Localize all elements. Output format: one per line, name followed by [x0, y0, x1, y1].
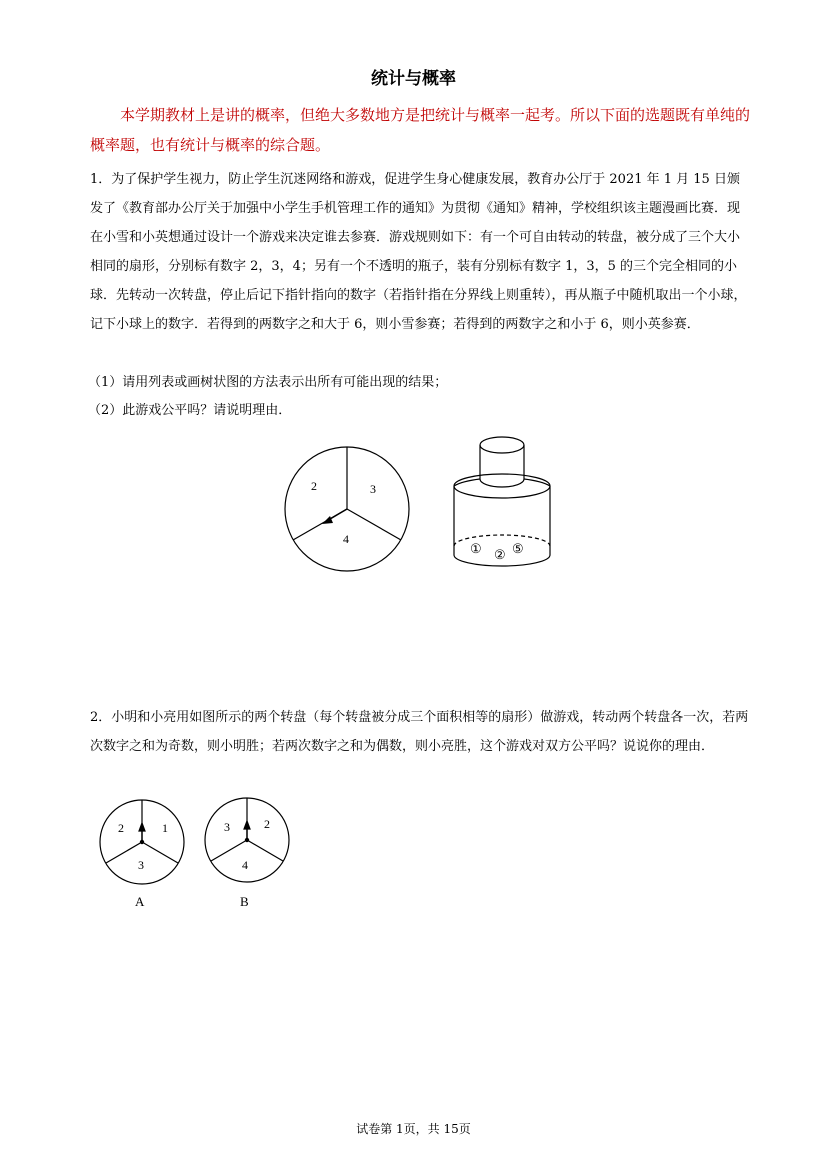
spinner-b-number-3: 3 — [224, 820, 230, 834]
spinner-a-number-2: 2 — [118, 821, 124, 835]
question-1-part-1: （1）请用列表或画树状图的方法表示出所有可能出现的结果； — [88, 375, 448, 390]
spinner-b-label: B — [240, 894, 249, 909]
spinner-number-2: 2 — [311, 479, 317, 493]
spinner-figure — [285, 447, 409, 571]
question-2-figure — [0, 796, 827, 916]
ball-5: ⑤ — [512, 541, 524, 556]
page-footer: 试卷第 1页，共 15页 — [356, 1122, 471, 1136]
ball-1: ① — [470, 541, 482, 556]
question-1-part-2: （2）此游戏公平吗？请说明理由． — [88, 403, 292, 418]
spinner-a-number-1: 1 — [162, 821, 168, 835]
spinner-b-number-4: 4 — [242, 858, 248, 872]
question-1-figure — [0, 436, 827, 576]
question-2-stem: 2．小明和小亮用如图所示的两个转盘（每个转盘被分成三个面积相等的扇形）做游戏，转动两个转盘各一次，若两次数字之和为奇数，则小明胜；若两次数字之和为偶数，则小亮胜，这个游戏对双方公平吗？说说你的理由． — [90, 710, 749, 754]
spinner-b-number-2: 2 — [264, 817, 270, 831]
spinner-a-number-3: 3 — [138, 858, 144, 872]
page-title: 统计与概率 — [371, 69, 456, 89]
question-1-stem: 1．为了保护学生视力，防止学生沉迷网络和游戏，促进学生身心健康发展，教育办公厅于 2021 年 1 月 15 日颁发了《教育部办公厅关于加强中小学生手机管理工作的通知》为贯彻《通知》精神，学校组织该主题漫画比赛．现在小雪和小英想通过设计一个游戏来决定谁去参赛．游戏规则如下：有一个可自由转动的转盘，被分成了三个大小相同的扇形，分别标有数字 2，3，4；另有一个不透明的瓶子，装有分别标有数字 1，3，5 的三个完全相同的小球．先转动一次转盘，停止后记下指针指向的数字（若指针指在分界线上则重转），再从瓶子中随机取出一个小球，记下小球上的数字．若得到的两数字之和大于 6，则小雪参赛；若得到的两数字之和小于 6，则小英参赛． — [90, 172, 747, 332]
spinner-a-label: A — [135, 894, 145, 909]
spinner-number-4: 4 — [343, 532, 349, 546]
ball-2: ② — [494, 547, 506, 562]
intro-note: 本学期教材上是讲的概率，但绝大多数地方是把统计与概率一起考。所以下面的选题既有单纯的概率题，也有统计与概率的综合题。 — [90, 106, 751, 154]
spinner-number-3: 3 — [370, 482, 376, 496]
